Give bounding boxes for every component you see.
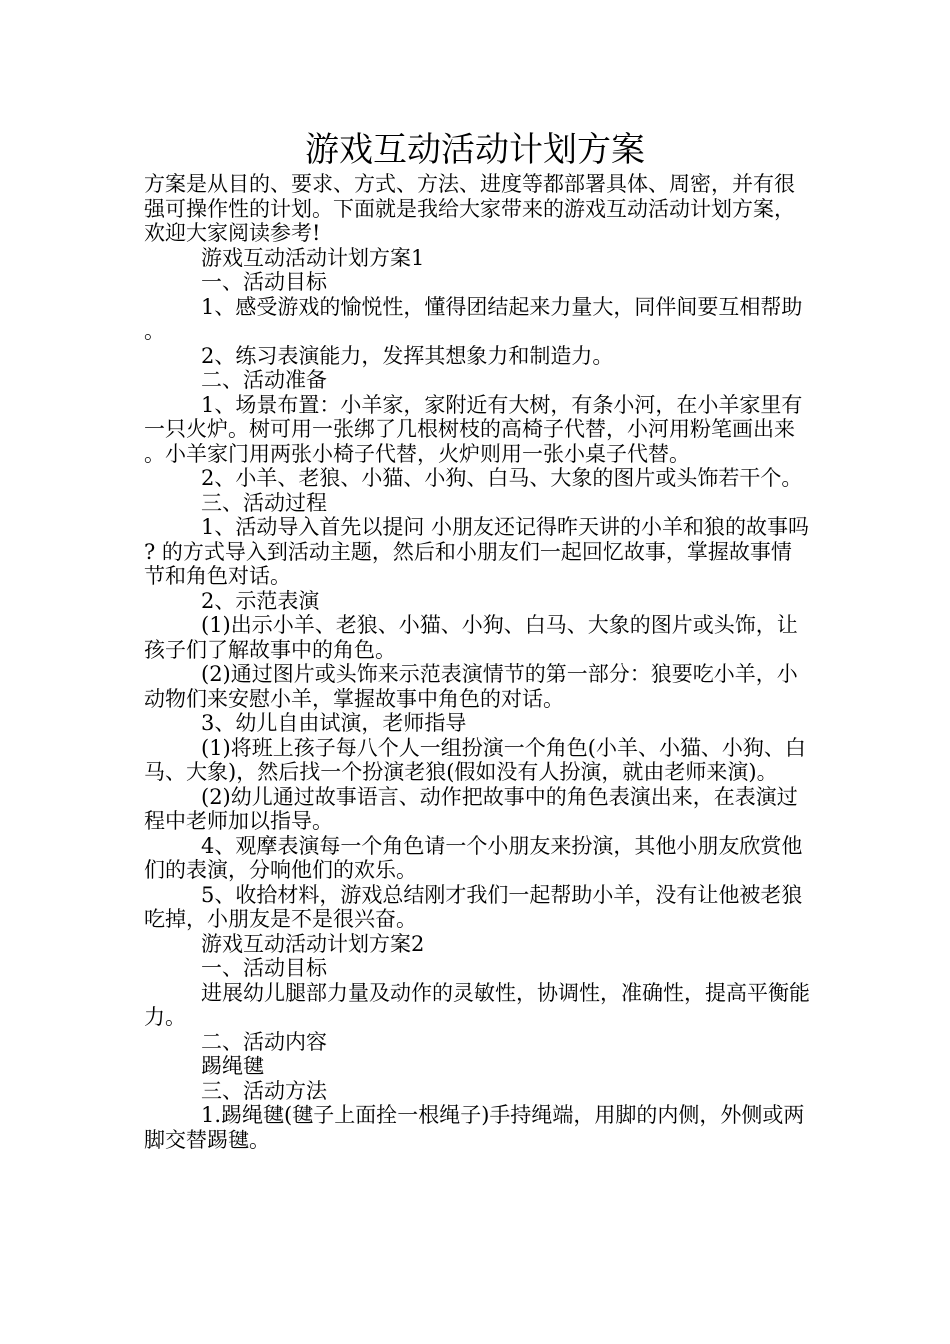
paragraph: 1、感受游戏的愉悦性，懂得团结起来力量大，同伴间要互相帮助。 [144,294,803,343]
subsection-heading: 3、幼儿自由试演，老师指导 [201,711,467,735]
paragraph: 1、场景布置：小羊家，家附近有大树，有条小河，在小羊家里有一只火炉。树可用一张绑了几根树枝的高椅子代替，小河用粉笔画出来。小羊家门用两张小椅子代替，火炉则用一张小桌子代替。 [144,392,803,466]
intro-paragraph: 方案是从目的、要求、方式、方法、进度等都部署具体、周密，并有很强可操作性的计划。下面就是我给大家带来的游戏互动活动计划方案，欢迎大家阅读参考! [144,172,795,245]
paragraph: 5、收拾材料，游戏总结刚才我们一起帮助小羊，没有让他被老狼吃掉，小朋友是不是很兴奋。 [144,882,803,931]
paragraph: (1)出示小羊、老狼、小猫、小狗、白马、大象的图片或头饰，让孩子们了解故事中的角色。 [144,613,798,662]
document-title: 游戏互动活动计划方案 [305,130,645,170]
paragraph: 2、小羊、老狼、小猫、小狗、白马、大象的图片或头饰若干个。 [201,466,803,490]
paragraph: 2、练习表演能力，发挥其想象力和制造力。 [201,343,614,368]
paragraph: 踢绳毽 [201,1054,264,1078]
section-heading: 一、活动目标 [201,270,327,294]
paragraph: 1、活动导入首先以提问 小朋友还记得昨天讲的小羊和狼的故事吗? 的方式导入到活动主题，然后和小朋友们一起回忆故事，掌握故事情节和角色对话。 [144,515,810,588]
paragraph: 进展幼儿腿部力量及动作的灵敏性，协调性，准确性，提高平衡能力。 [144,980,810,1029]
subsection-heading: 2、示范表演 [201,588,320,613]
document-body [144,172,812,1152]
section-heading: 三、活动过程 [201,490,327,515]
section-heading: 二、活动内容 [201,1029,327,1054]
paragraph: (1)将班上孩子每八个人一组扮演一个角色(小羊、小猫、小狗、白马、大象)，然后找一个扮演老狼(假如没有人扮演，就由老师来演)。 [144,735,806,784]
paragraph: (2)通过图片或头饰来示范表演情节的第一部分：狼要吃小羊，小动物们来安慰小羊，掌握故事中角色的对话。 [144,662,798,711]
paragraph: 1.踢绳毽(毽子上面拴一根绳子)手持绳端，用脚的内侧，外侧或两脚交替踢毽。 [144,1103,805,1152]
section-heading: 三、活动方法 [201,1078,327,1103]
plan-1-heading: 游戏互动活动计划方案1 [201,245,425,270]
section-heading: 一、活动目标 [201,956,327,980]
paragraph: 4、观摩表演每一个角色请一个小朋友来扮演，其他小朋友欣赏他们的表演，分响他们的欢乐。 [144,833,803,882]
plan-2-heading: 游戏互动活动计划方案2 [201,931,425,956]
paragraph: (2)幼儿通过故事语言、动作把故事中的角色表演出来，在表演过程中老师加以指导。 [144,784,798,833]
section-heading: 二、活动准备 [201,368,327,392]
